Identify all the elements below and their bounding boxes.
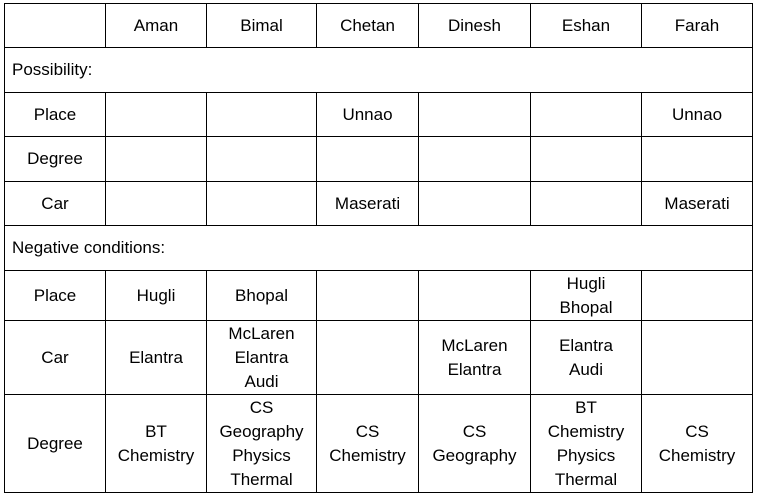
row-label: Car bbox=[5, 182, 106, 226]
cell-bimal bbox=[207, 93, 317, 137]
cell-value: CS bbox=[462, 421, 487, 441]
cell-bimal bbox=[207, 182, 317, 226]
cell-value: Hugli bbox=[136, 285, 176, 305]
cell-farah bbox=[642, 182, 753, 226]
table-row-place bbox=[5, 93, 753, 137]
cell-aman bbox=[106, 271, 207, 321]
table-row-degree bbox=[5, 395, 753, 493]
cell-value: Geography bbox=[219, 421, 304, 441]
cell-aman bbox=[106, 93, 207, 137]
table-row-car bbox=[5, 321, 753, 395]
cell-value: Chemistry bbox=[658, 445, 736, 465]
cell-value: Bhopal bbox=[235, 285, 288, 305]
header-row bbox=[5, 4, 753, 48]
cell-bimal bbox=[207, 395, 317, 493]
header-cell-dinesh: Dinesh bbox=[419, 4, 531, 48]
cell-bimal bbox=[207, 137, 317, 182]
cell-dinesh bbox=[419, 182, 531, 226]
cell-bimal bbox=[207, 271, 317, 321]
cell-value: CS bbox=[355, 421, 380, 441]
cell-value: Thermal bbox=[554, 469, 618, 489]
cell-value: Bhopal bbox=[559, 297, 613, 317]
cell-value: BT bbox=[145, 421, 167, 441]
header-cell-aman: Aman bbox=[106, 4, 207, 48]
section-row bbox=[5, 48, 753, 93]
cell-value: Elantra bbox=[559, 335, 613, 355]
cell-dinesh bbox=[419, 137, 531, 182]
cell-eshan bbox=[531, 271, 642, 321]
cell-aman bbox=[106, 137, 207, 182]
cell-value: Physics bbox=[556, 445, 616, 465]
cell-chetan bbox=[317, 137, 419, 182]
row-label: Place bbox=[5, 271, 106, 321]
cell-value: Audi bbox=[244, 371, 279, 391]
cell-value: BT bbox=[575, 397, 597, 417]
cell-dinesh bbox=[419, 321, 531, 395]
row-label: Degree bbox=[5, 395, 106, 493]
cell-value: Hugli bbox=[566, 273, 606, 293]
table-row-place bbox=[5, 271, 753, 321]
section-title-negative-conditions: Negative conditions: bbox=[5, 226, 753, 271]
cell-dinesh bbox=[419, 93, 531, 137]
header-cell-chetan: Chetan bbox=[317, 4, 419, 48]
cell-value: Unnao bbox=[671, 104, 723, 124]
cell-value: Chemistry bbox=[329, 445, 406, 465]
cell-value: Maserati bbox=[334, 193, 401, 213]
cell-farah bbox=[642, 93, 753, 137]
cell-farah bbox=[642, 395, 753, 493]
cell-aman bbox=[106, 321, 207, 395]
cell-value: Elantra bbox=[129, 347, 183, 367]
cell-value: McLaren bbox=[228, 323, 295, 343]
cell-value: Maserati bbox=[664, 193, 730, 213]
cell-chetan bbox=[317, 182, 419, 226]
cell-farah bbox=[642, 271, 753, 321]
row-label: Place bbox=[5, 93, 106, 137]
cell-dinesh bbox=[419, 271, 531, 321]
cell-farah bbox=[642, 137, 753, 182]
cell-value: Unnao bbox=[342, 104, 393, 124]
cell-dinesh bbox=[419, 395, 531, 493]
cell-chetan bbox=[317, 395, 419, 493]
header-cell-bimal: Bimal bbox=[207, 4, 317, 48]
cell-chetan bbox=[317, 271, 419, 321]
cell-value: Elantra bbox=[234, 347, 289, 367]
cell-value: Chemistry bbox=[117, 445, 195, 465]
table-row-degree bbox=[5, 137, 753, 182]
cell-value: Elantra bbox=[447, 359, 502, 379]
cell-bimal bbox=[207, 321, 317, 395]
table-row-car bbox=[5, 182, 753, 226]
cell-chetan bbox=[317, 321, 419, 395]
cell-eshan bbox=[531, 137, 642, 182]
cell-value: Thermal bbox=[230, 469, 293, 489]
row-label: Degree bbox=[5, 137, 106, 182]
cell-eshan bbox=[531, 395, 642, 493]
section-row bbox=[5, 226, 753, 271]
cell-farah bbox=[642, 321, 753, 395]
cell-eshan bbox=[531, 182, 642, 226]
cell-value: Geography bbox=[432, 445, 517, 465]
cell-aman bbox=[106, 395, 207, 493]
cell-value: Chemistry bbox=[547, 421, 625, 441]
cell-eshan bbox=[531, 93, 642, 137]
cell-value: CS bbox=[249, 397, 274, 417]
cell-value: McLaren bbox=[441, 335, 508, 355]
cell-value: CS bbox=[685, 421, 709, 441]
header-cell-eshan: Eshan bbox=[531, 4, 642, 48]
cell-chetan bbox=[317, 93, 419, 137]
deduction-table bbox=[4, 3, 753, 493]
cell-value: Audi bbox=[568, 359, 604, 379]
header-corner-cell bbox=[5, 4, 106, 48]
row-label: Car bbox=[5, 321, 106, 395]
header-cell-farah: Farah bbox=[642, 4, 753, 48]
cell-eshan bbox=[531, 321, 642, 395]
section-title-possibility: Possibility: bbox=[5, 48, 753, 93]
cell-aman bbox=[106, 182, 207, 226]
cell-value: Physics bbox=[232, 445, 291, 465]
